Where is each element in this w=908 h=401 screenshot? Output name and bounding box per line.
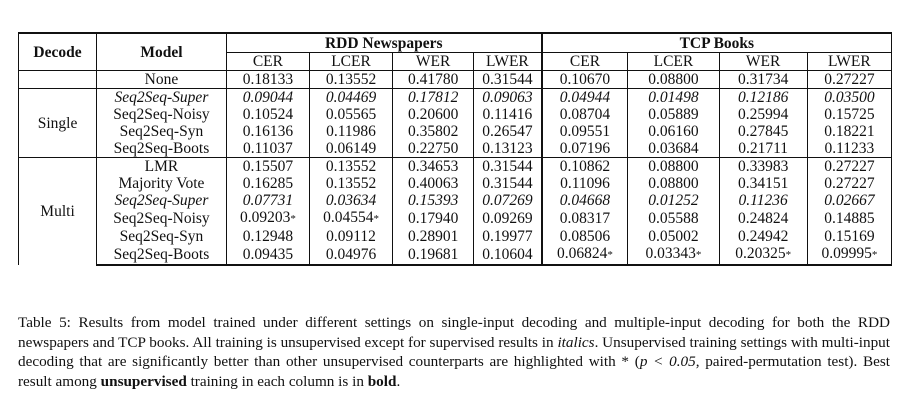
metric-value: 0.08800	[628, 158, 719, 176]
metric-value: 0.09551	[542, 123, 628, 140]
significance-marker: *	[373, 213, 379, 225]
metric-value: 0.11236	[719, 192, 807, 209]
metric-value: 0.40063	[393, 175, 474, 192]
metric-value: 0.15725	[807, 106, 891, 123]
table-caption: Table 5: Results from model trained under different settings on single-input decoding and multiple-input decoding for both the RDD newspapers and TCP books. All training is unsupervised except for supervised results in italics. Unsupervised training settings with multi-input decoding that are significantly better than other unsupervised counterparts are highlighted with * (p < 0.05, paired-permutation test). Best result among unsupervised training in each column is in bold.	[18, 314, 891, 390]
metric-value: 0.05002	[628, 228, 719, 245]
metric-value: 0.08317	[542, 209, 628, 228]
metric-value: 0.27227	[807, 175, 891, 192]
metric-value: 0.09995*	[807, 245, 891, 265]
model-header: Model	[97, 33, 227, 71]
metric-value: 0.11096	[542, 175, 628, 192]
model-name: Majority Vote	[97, 175, 227, 192]
metric-value: 0.09063	[474, 89, 542, 107]
metric-value: 0.13552	[309, 71, 392, 89]
metric-value: 0.14885	[807, 209, 891, 228]
metric-value: 0.17812	[393, 89, 474, 107]
row-group	[19, 89, 892, 158]
model-name: Seq2Seq-Super	[97, 192, 227, 209]
rdd-group-header: RDD Newspapers	[226, 33, 541, 53]
model-name: Seq2Seq-Boots	[97, 140, 227, 158]
metric-value: 0.10862	[542, 158, 628, 176]
metric-value: 0.03684	[628, 140, 719, 158]
table-row	[19, 106, 892, 123]
metric-value: 0.04469	[309, 89, 392, 107]
metric-value: 0.24824	[719, 209, 807, 228]
metric-value: 0.03634	[309, 192, 392, 209]
metric-value: 0.09269	[474, 209, 542, 228]
metric-value: 0.34151	[719, 175, 807, 192]
table-row	[19, 123, 892, 140]
metric-value: 0.06149	[309, 140, 392, 158]
table-row	[19, 209, 892, 228]
metric-value: 0.17940	[393, 209, 474, 228]
decode-header: Decode	[19, 33, 97, 71]
metric-value: 0.03343*	[628, 245, 719, 265]
table-row	[19, 89, 892, 107]
significance-marker: *	[695, 249, 702, 261]
metric-value: 0.09112	[309, 228, 392, 245]
metric-value: 0.05588	[628, 209, 719, 228]
metric-value: 0.09203*	[226, 209, 309, 228]
metric-value: 0.04668	[542, 192, 628, 209]
metric-value: 0.15169	[807, 228, 891, 245]
metric-value: 0.01252	[628, 192, 719, 209]
model-name: Seq2Seq-Syn	[97, 123, 227, 140]
metric-value: 0.02667	[807, 192, 891, 209]
significance-marker: *	[290, 213, 296, 225]
significance-marker: *	[871, 249, 878, 261]
metric-value: 0.05889	[628, 106, 719, 123]
model-name: Seq2Seq-Noisy	[97, 106, 227, 123]
metric-value: 0.18221	[807, 123, 891, 140]
metric-value: 0.10604	[474, 245, 542, 265]
row-group	[19, 158, 892, 266]
metric-value: 0.08800	[628, 175, 719, 192]
metric-value: 0.21711	[719, 140, 807, 158]
metric-value: 0.19681	[393, 245, 474, 265]
metric-value: 0.04976	[309, 245, 392, 265]
model-name: Seq2Seq-Super	[97, 89, 227, 107]
metric-value: 0.33983	[719, 158, 807, 176]
metric-value: 0.24942	[719, 228, 807, 245]
metric-value: 0.27845	[719, 123, 807, 140]
metric-value: 0.08506	[542, 228, 628, 245]
table-row	[19, 140, 892, 158]
metric-value: 0.16285	[226, 175, 309, 192]
metric-header: LWER	[474, 53, 542, 71]
metric-value: 0.12186	[719, 89, 807, 107]
metric-value: 0.11233	[807, 140, 891, 158]
table-row	[19, 71, 892, 89]
metric-value: 0.31544	[474, 158, 542, 176]
metric-value: 0.03500	[807, 89, 891, 107]
metric-value: 0.08800	[628, 71, 719, 89]
metric-value: 0.05565	[309, 106, 392, 123]
metric-value: 0.22750	[393, 140, 474, 158]
results-table	[18, 32, 892, 266]
caption-lead: Table 5:	[18, 314, 71, 331]
metric-value: 0.08704	[542, 106, 628, 123]
metric-value: 0.07731	[226, 192, 309, 209]
metric-value: 0.18133	[226, 71, 309, 89]
model-name: Seq2Seq-Syn	[97, 228, 227, 245]
metric-value: 0.27227	[807, 71, 891, 89]
metric-value: 0.16136	[226, 123, 309, 140]
table-row	[19, 192, 892, 209]
metric-value: 0.11037	[226, 140, 309, 158]
metric-header: CER	[226, 53, 309, 71]
metric-value: 0.13552	[309, 158, 392, 176]
table-row	[19, 228, 892, 245]
metric-value: 0.20325*	[719, 245, 807, 265]
metric-header: LCER	[309, 53, 392, 71]
metric-value: 0.07196	[542, 140, 628, 158]
decode-label: Single	[19, 89, 97, 158]
metric-value: 0.10524	[226, 106, 309, 123]
metric-value: 0.26547	[474, 123, 542, 140]
metric-value: 0.11416	[474, 106, 542, 123]
decode-label: Multi	[19, 158, 97, 266]
metric-value: 0.12948	[226, 228, 309, 245]
metric-value: 0.09435	[226, 245, 309, 265]
decode-label	[19, 71, 97, 89]
table-row	[19, 245, 892, 265]
metric-value: 0.04554*	[309, 209, 392, 228]
metric-value: 0.35802	[393, 123, 474, 140]
metric-value: 0.01498	[628, 89, 719, 107]
metric-value: 0.31544	[474, 71, 542, 89]
significance-marker: *	[785, 249, 792, 261]
significance-marker: *	[607, 249, 613, 261]
metric-header: WER	[393, 53, 474, 71]
model-name: None	[97, 71, 227, 89]
metric-value: 0.31734	[719, 71, 807, 89]
metric-value: 0.04944	[542, 89, 628, 107]
metric-value: 0.31544	[474, 175, 542, 192]
row-group	[19, 71, 892, 89]
metric-value: 0.13552	[309, 175, 392, 192]
metric-value: 0.19977	[474, 228, 542, 245]
metric-header: LCER	[628, 53, 719, 71]
metric-value: 0.10670	[542, 71, 628, 89]
table-header-row	[19, 33, 892, 53]
metric-value: 0.20600	[393, 106, 474, 123]
metric-value: 0.25994	[719, 106, 807, 123]
model-name: LMR	[97, 158, 227, 176]
metric-header: WER	[719, 53, 807, 71]
table-row	[19, 158, 892, 176]
metric-value: 0.11986	[309, 123, 392, 140]
metric-value: 0.28901	[393, 228, 474, 245]
metric-value: 0.15393	[393, 192, 474, 209]
tcp-group-header: TCP Books	[542, 33, 892, 53]
metric-header: CER	[542, 53, 628, 71]
metric-value: 0.34653	[393, 158, 474, 176]
metric-value: 0.41780	[393, 71, 474, 89]
metric-value: 0.15507	[226, 158, 309, 176]
model-name: Seq2Seq-Boots	[97, 245, 227, 265]
metric-header: LWER	[807, 53, 891, 71]
table-row	[19, 175, 892, 192]
metric-value: 0.09044	[226, 89, 309, 107]
metric-value: 0.27227	[807, 158, 891, 176]
metric-value: 0.07269	[474, 192, 542, 209]
metric-value: 0.13123	[474, 140, 542, 158]
metric-value: 0.06824*	[542, 245, 628, 265]
model-name: Seq2Seq-Noisy	[97, 209, 227, 228]
metric-value: 0.06160	[628, 123, 719, 140]
